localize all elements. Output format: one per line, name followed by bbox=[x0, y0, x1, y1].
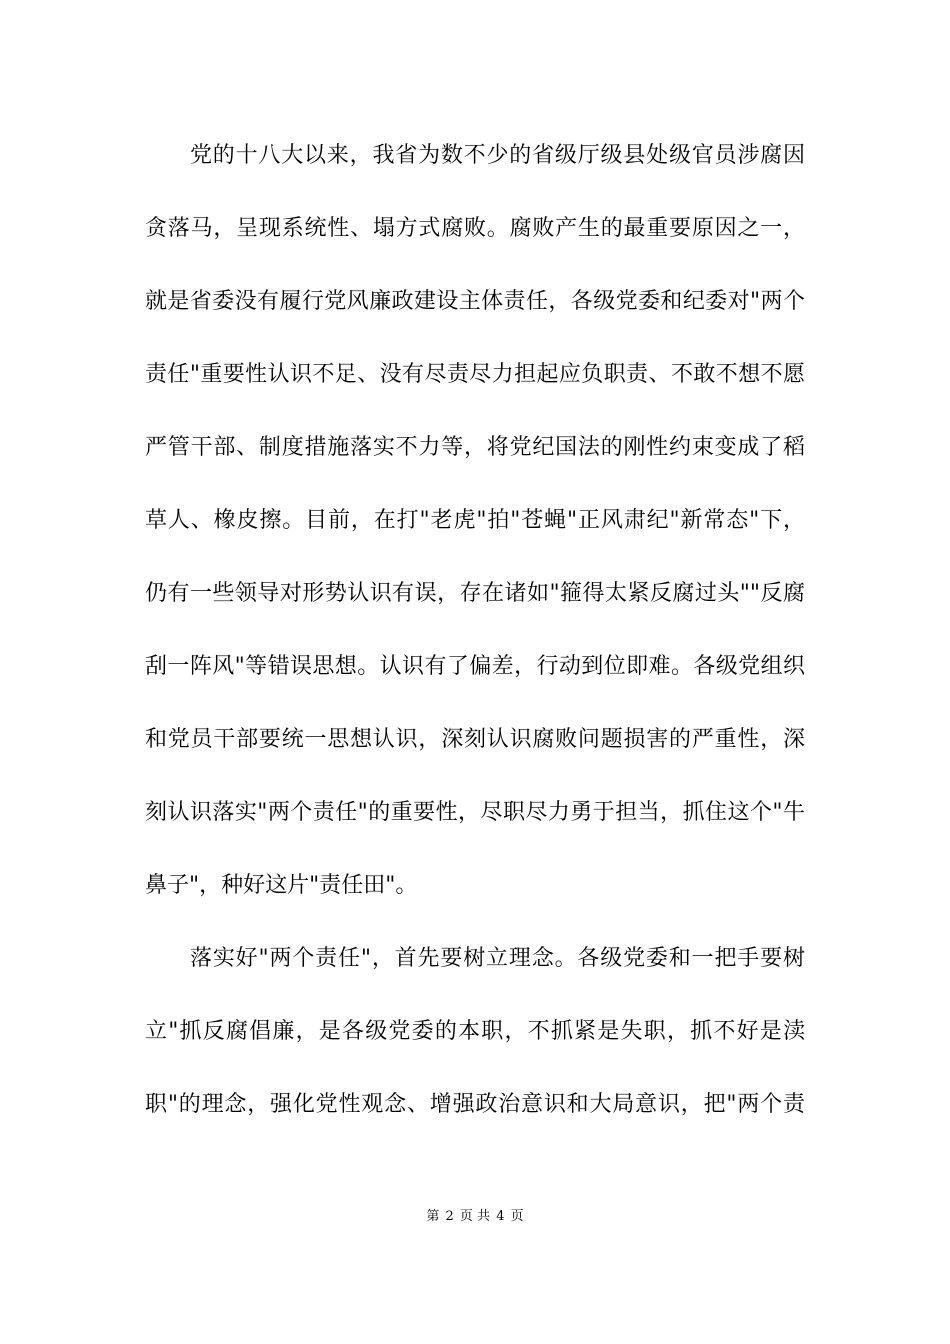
paragraph-1-line-7: 仍有一些领导对形势认识有误，存在诸如"箍得太紧反腐过头""反腐 bbox=[145, 581, 805, 606]
page-footer bbox=[0, 1208, 950, 1226]
paragraph-2-line-2: 立"抓反腐倡廉，是各级党委的本职，不抓紧是失职，抓不好是渎 bbox=[145, 1019, 805, 1044]
paragraph-1-line-8: 刮一阵风"等错误思想。认识有了偏差，行动到位即难。各级党组织 bbox=[145, 654, 805, 679]
paragraph-1-line-10: 刻认识落实"两个责任"的重要性，尽职尽力勇于担当，抓住这个"牛 bbox=[145, 800, 805, 825]
paragraph-1-line-3: 就是省委没有履行党风廉政建设主体责任，各级党委和纪委对"两个 bbox=[145, 289, 805, 314]
paragraph-1-line-6: 草人、橡皮擦。目前，在打"老虎"拍"苍蝇"正风肃纪"新常态"下， bbox=[145, 508, 805, 533]
footer-suffix: 页 bbox=[510, 1209, 524, 1224]
paragraph-1-line-9: 和党员干部要统一思想认识，深刻认识腐败问题损害的严重性，深 bbox=[145, 727, 805, 752]
footer-total-pages: 4 bbox=[496, 1209, 505, 1224]
paragraph-1-line-4: 责任"重要性认识不足、没有尽责尽力担起应负职责、不敢不想不愿 bbox=[145, 362, 805, 387]
footer-middle: 页 共 bbox=[459, 1209, 491, 1224]
paragraph-1-line-11: 鼻子"，种好这片"责任田"。 bbox=[145, 873, 418, 898]
paragraph-2-line-1: 落实好"两个责任"，首先要树立理念。各级党委和一把手要树 bbox=[190, 946, 805, 971]
paragraph-2-line-3: 职"的理念，强化党性观念、增强政治意识和大局意识，把"两个责 bbox=[145, 1092, 805, 1117]
paragraph-1-line-1: 党的十八大以来，我省为数不少的省级厅级县处级官员涉腐因 bbox=[190, 143, 805, 168]
paragraph-1-line-2: 贪落马，呈现系统性、塌方式腐败。腐败产生的最重要原因之一， bbox=[145, 216, 805, 241]
paragraph-1-line-5: 严管干部、制度措施落实不力等，将党纪国法的刚性约束变成了稻 bbox=[145, 435, 805, 460]
footer-prefix: 第 bbox=[426, 1209, 440, 1224]
footer-current-page: 2 bbox=[445, 1209, 454, 1224]
